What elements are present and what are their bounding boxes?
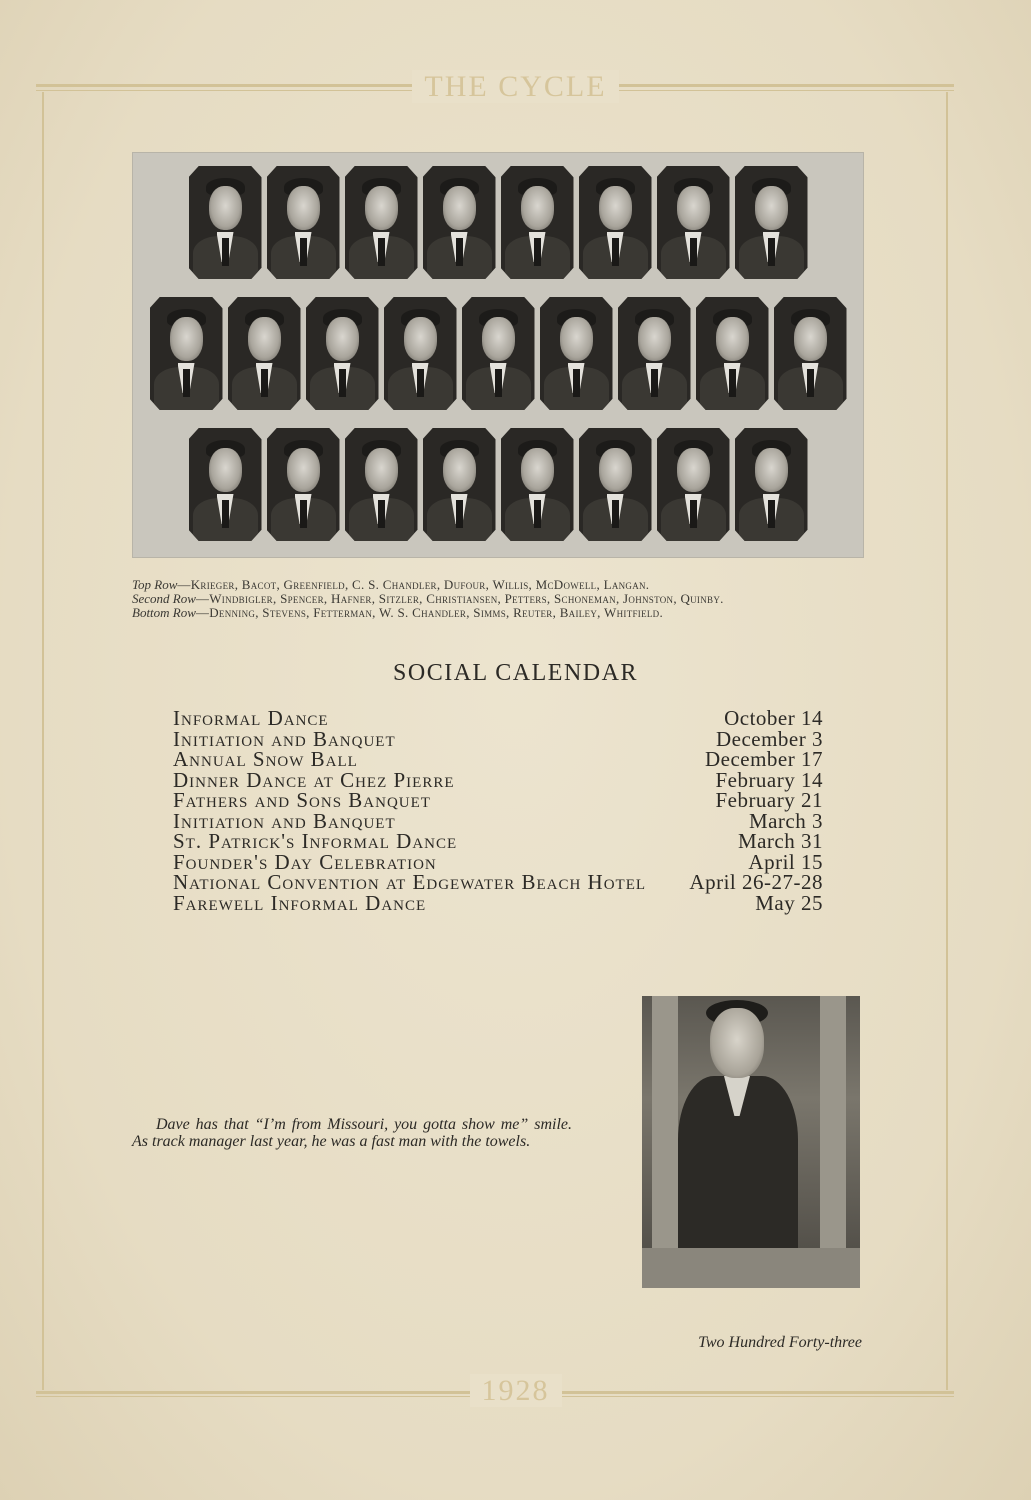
member-portrait [189, 166, 262, 279]
member-portrait [774, 297, 847, 410]
calendar-date: December 3 [715, 726, 823, 751]
caption-label: Top Row [132, 577, 178, 592]
calendar-date: April 15 [748, 849, 823, 874]
calendar-date: April 26-27-28 [689, 870, 823, 894]
running-footer [0, 1374, 1031, 1408]
calendar-event: St. Patrick's Informal Dance [173, 829, 458, 853]
photo-caption [132, 578, 872, 620]
calendar-event: Fathers and Sons Banquet [173, 788, 431, 812]
calendar-date: February 21 [715, 788, 823, 812]
calendar-row [173, 808, 823, 833]
calendar-event: National Convention at Edgewater Beach Hotel [173, 870, 647, 894]
calendar-event: Informal Dance [173, 706, 329, 730]
calendar-row [173, 890, 823, 915]
calendar-date: March 3 [748, 808, 823, 833]
caption-names: —Denning, Stevens, Fetterman, W. S. Chandler, Simms, Reuter, Bailey, Whitfield. [195, 605, 664, 620]
member-portrait [384, 297, 457, 410]
running-header [0, 70, 1031, 104]
calendar-date: February 14 [715, 767, 823, 792]
photo-row-bottom [132, 428, 864, 541]
calendar-row [173, 708, 823, 729]
page-number: Two Hundred Forty-three [698, 1334, 862, 1351]
member-portrait [345, 428, 418, 541]
calendar-date: May 25 [755, 890, 823, 915]
calendar-event: Initiation and Banquet [173, 726, 396, 751]
member-portrait [579, 428, 652, 541]
calendar-event: Dinner Dance at Chez Pierre [173, 767, 455, 792]
group-photo [132, 152, 864, 558]
calendar-date: March 31 [737, 829, 823, 853]
caption-names: —Krieger, Bacot, Greenfield, C. S. Chandler, Dufour, Willis, McDowell, Langan. [177, 577, 650, 592]
member-portrait [462, 297, 535, 410]
member-portrait [423, 166, 496, 279]
caption-second-row [132, 592, 872, 606]
caption-label: Bottom Row [132, 605, 196, 620]
calendar-title: SOCIAL CALENDAR [393, 660, 638, 686]
calendar-row [173, 767, 823, 792]
member-portrait [501, 166, 574, 279]
member-portrait [501, 428, 574, 541]
calendar-row [173, 831, 823, 852]
calendar-event: Farewell Informal Dance [173, 890, 427, 915]
calendar-event: Initiation and Banquet [173, 808, 396, 833]
calendar-event: Founder's Day Celebration [173, 849, 437, 874]
member-portrait [267, 428, 340, 541]
calendar-row [173, 726, 823, 751]
member-portrait [657, 166, 730, 279]
member-portrait [735, 428, 808, 541]
member-portrait [345, 166, 418, 279]
photo-row-top [132, 166, 864, 279]
calendar-row [173, 749, 823, 770]
member-portrait [423, 428, 496, 541]
footer-year: 1928 [470, 1374, 562, 1407]
calendar-row [173, 872, 823, 893]
caption-names: —Windbigler, Spencer, Hafner, Sitzler, Christiansen, Petters, Schoneman, Johnston, Quinby. [195, 591, 724, 606]
calendar-row [173, 849, 823, 874]
caption-top-row [132, 578, 872, 592]
calendar-date: December 17 [704, 747, 823, 771]
calendar-event: Annual Snow Ball [173, 747, 358, 771]
member-portrait [267, 166, 340, 279]
member-portrait [540, 297, 613, 410]
photo-quote: Dave has that “I’m from Missouri, you gotta show me” smile. As track manager last year, he was a fast man with the towels. [132, 1116, 572, 1150]
caption-label: Second Row [132, 591, 196, 606]
portrait-photo [642, 996, 860, 1288]
member-portrait [735, 166, 808, 279]
member-portrait [579, 166, 652, 279]
member-portrait [228, 297, 301, 410]
member-portrait [618, 297, 691, 410]
social-calendar [173, 708, 823, 913]
photo-row-second [132, 297, 864, 410]
member-portrait [150, 297, 223, 410]
calendar-date: October 14 [724, 706, 823, 730]
member-portrait [696, 297, 769, 410]
caption-bottom-row [132, 606, 872, 620]
member-portrait [657, 428, 730, 541]
member-portrait [306, 297, 379, 410]
member-portrait [189, 428, 262, 541]
header-title: THE CYCLE [412, 70, 618, 103]
calendar-row [173, 790, 823, 811]
